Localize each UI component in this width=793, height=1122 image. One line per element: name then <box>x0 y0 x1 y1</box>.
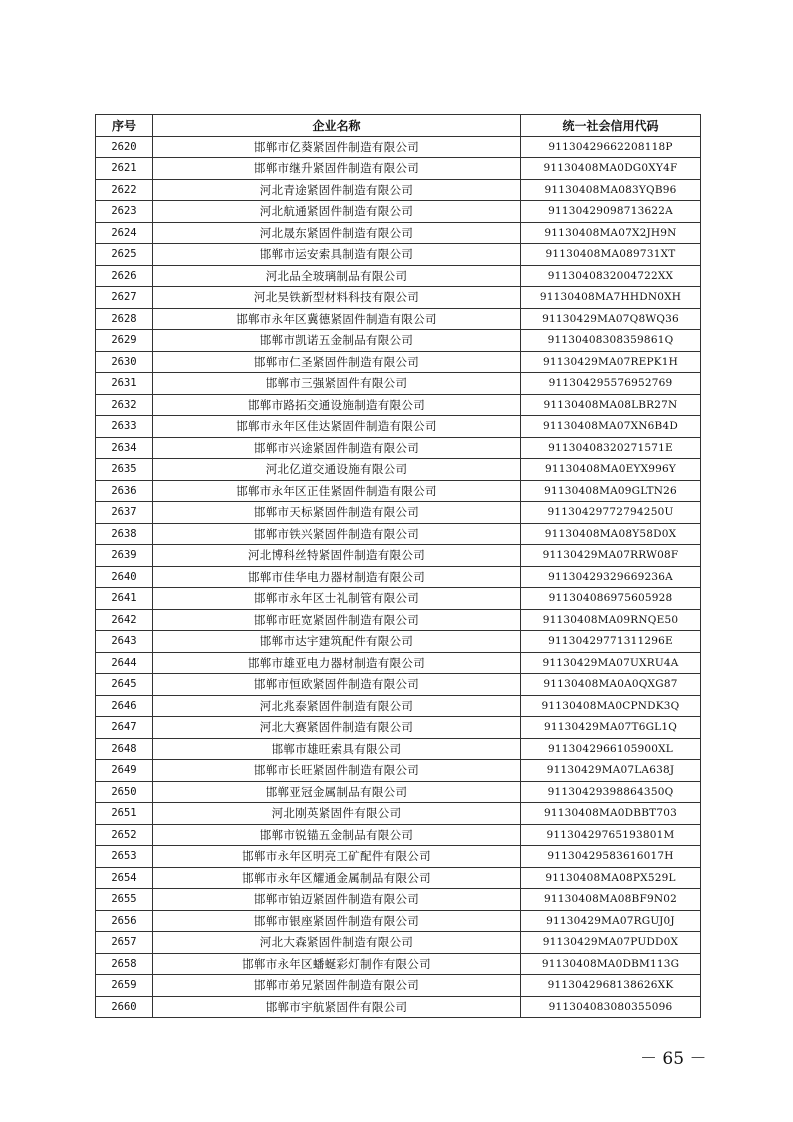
table-row <box>96 846 701 868</box>
row-seq: 2636 <box>96 480 153 502</box>
header-credit-code: 统一社会信用代码 <box>521 115 701 137</box>
row-seq: 2625 <box>96 244 153 266</box>
row-credit-code: 91130429MA07T6GL1Q <box>521 717 701 739</box>
table-row <box>96 867 701 889</box>
row-credit-code: 91130408MA08BF9N02 <box>521 889 701 911</box>
table-row <box>96 717 701 739</box>
table-row <box>96 179 701 201</box>
row-seq: 2642 <box>96 609 153 631</box>
row-credit-code: 91130408308359861Q <box>521 330 701 352</box>
row-seq: 2651 <box>96 803 153 825</box>
row-credit-code: 91130429772794250U <box>521 502 701 524</box>
table-row <box>96 545 701 567</box>
row-company-name: 邯郸市雄旺索具有限公司 <box>153 738 521 760</box>
row-seq: 2658 <box>96 953 153 975</box>
row-seq: 2650 <box>96 781 153 803</box>
row-credit-code: 9113040832004722XX <box>521 265 701 287</box>
table-row <box>96 201 701 223</box>
row-company-name: 邯郸市路拓交通设施制造有限公司 <box>153 394 521 416</box>
row-seq: 2634 <box>96 437 153 459</box>
table-row <box>96 674 701 696</box>
row-credit-code: 91130429662208118P <box>521 136 701 158</box>
table-row <box>96 437 701 459</box>
row-company-name: 邯郸市雄亚电力器材制造有限公司 <box>153 652 521 674</box>
row-seq: 2644 <box>96 652 153 674</box>
row-company-name: 邯郸市凯诺五金制品有限公司 <box>153 330 521 352</box>
row-credit-code: 91130429398864350Q <box>521 781 701 803</box>
table-header-row <box>96 115 701 137</box>
row-seq: 2655 <box>96 889 153 911</box>
table-row <box>96 781 701 803</box>
row-seq: 2637 <box>96 502 153 524</box>
row-credit-code: 91130408MA09RNQE50 <box>521 609 701 631</box>
row-company-name: 邯郸市达宇建筑配件有限公司 <box>153 631 521 653</box>
row-company-name: 邯郸市亿葵紧固件制造有限公司 <box>153 136 521 158</box>
row-credit-code: 91130429MA07LA638J <box>521 760 701 782</box>
table-row <box>96 394 701 416</box>
row-credit-code: 91130429MA07PUDD0X <box>521 932 701 954</box>
row-company-name: 河北品全玻璃制品有限公司 <box>153 265 521 287</box>
row-seq: 2629 <box>96 330 153 352</box>
header-seq: 序号 <box>96 115 153 137</box>
row-credit-code: 91130408MA07X2JH9N <box>521 222 701 244</box>
row-seq: 2632 <box>96 394 153 416</box>
row-credit-code: 91130408MA08LBR27N <box>521 394 701 416</box>
row-credit-code: 91130429771311296E <box>521 631 701 653</box>
row-company-name: 邯郸市三强紧固件有限公司 <box>153 373 521 395</box>
row-seq: 2631 <box>96 373 153 395</box>
row-company-name: 邯郸市弟兄紧固件制造有限公司 <box>153 975 521 997</box>
row-company-name: 邯郸市宇航紧固件有限公司 <box>153 996 521 1018</box>
table-row <box>96 803 701 825</box>
row-seq: 2649 <box>96 760 153 782</box>
row-company-name: 河北亿道交通设施有限公司 <box>153 459 521 481</box>
row-seq: 2643 <box>96 631 153 653</box>
row-seq: 2646 <box>96 695 153 717</box>
table-row <box>96 932 701 954</box>
row-seq: 2654 <box>96 867 153 889</box>
row-company-name: 邯郸市继升紧固件制造有限公司 <box>153 158 521 180</box>
row-company-name: 邯郸市兴途紧固件制造有限公司 <box>153 437 521 459</box>
row-company-name: 邯郸市永年区佳达紧固件制造有限公司 <box>153 416 521 438</box>
page-number: － 65 － <box>640 1049 707 1069</box>
row-seq: 2640 <box>96 566 153 588</box>
row-credit-code: 91130429MA07RRW08F <box>521 545 701 567</box>
row-credit-code: 91130408MA7HHDN0XH <box>521 287 701 309</box>
row-credit-code: 911304295576952769 <box>521 373 701 395</box>
row-company-name: 邯郸市永年区明亮工矿配件有限公司 <box>153 846 521 868</box>
table-row <box>96 523 701 545</box>
table-row <box>96 416 701 438</box>
row-company-name: 河北大森紧固件制造有限公司 <box>153 932 521 954</box>
table-row <box>96 609 701 631</box>
row-seq: 2621 <box>96 158 153 180</box>
table-row <box>96 588 701 610</box>
row-credit-code: 91130408MA07XN6B4D <box>521 416 701 438</box>
row-seq: 2628 <box>96 308 153 330</box>
row-company-name: 邯郸市仁圣紧固件制造有限公司 <box>153 351 521 373</box>
row-company-name: 邯郸市旺宽紧固件制造有限公司 <box>153 609 521 631</box>
row-credit-code: 91130408MA0EYX996Y <box>521 459 701 481</box>
row-company-name: 河北航通紧固件制造有限公司 <box>153 201 521 223</box>
row-company-name: 河北刚英紧固件有限公司 <box>153 803 521 825</box>
row-seq: 2624 <box>96 222 153 244</box>
row-company-name: 邯郸市永年区蟠蜒彩灯制作有限公司 <box>153 953 521 975</box>
row-seq: 2630 <box>96 351 153 373</box>
table-row <box>96 889 701 911</box>
row-seq: 2635 <box>96 459 153 481</box>
table-row <box>96 287 701 309</box>
row-seq: 2656 <box>96 910 153 932</box>
row-credit-code: 9113042966105900XL <box>521 738 701 760</box>
row-credit-code: 91130429MA07RGUJ0J <box>521 910 701 932</box>
row-company-name: 河北青途紧固件制造有限公司 <box>153 179 521 201</box>
row-seq: 2620 <box>96 136 153 158</box>
row-seq: 2653 <box>96 846 153 868</box>
table-row <box>96 158 701 180</box>
table-row <box>96 308 701 330</box>
row-seq: 2647 <box>96 717 153 739</box>
row-credit-code: 91130408MA0CPNDK3Q <box>521 695 701 717</box>
table-row <box>96 222 701 244</box>
row-seq: 2623 <box>96 201 153 223</box>
row-company-name: 邯郸市锐锚五金制品有限公司 <box>153 824 521 846</box>
row-company-name: 邯郸市运安索具制造有限公司 <box>153 244 521 266</box>
row-credit-code: 91130408320271571E <box>521 437 701 459</box>
row-seq: 2633 <box>96 416 153 438</box>
row-credit-code: 91130408MA08PX529L <box>521 867 701 889</box>
row-company-name: 邯郸市永年区冀德紧固件制造有限公司 <box>153 308 521 330</box>
table-row <box>96 136 701 158</box>
row-seq: 2652 <box>96 824 153 846</box>
row-seq: 2645 <box>96 674 153 696</box>
row-company-name: 河北昊铁新型材料科技有限公司 <box>153 287 521 309</box>
row-credit-code: 91130408MA0DBM113G <box>521 953 701 975</box>
row-credit-code: 91130429MA07REPK1H <box>521 351 701 373</box>
row-seq: 2638 <box>96 523 153 545</box>
row-credit-code: 911304086975605928 <box>521 588 701 610</box>
table-row <box>96 502 701 524</box>
row-seq: 2641 <box>96 588 153 610</box>
row-company-name: 邯郸市银座紧固件制造有限公司 <box>153 910 521 932</box>
row-credit-code: 91130408MA08Y58D0X <box>521 523 701 545</box>
row-credit-code: 91130408MA083YQB96 <box>521 179 701 201</box>
row-company-name: 邯郸市永年区士礼制管有限公司 <box>153 588 521 610</box>
row-company-name: 邯郸市永年区正佳紧固件制造有限公司 <box>153 480 521 502</box>
table-row <box>96 265 701 287</box>
row-company-name: 邯郸市天标紧固件制造有限公司 <box>153 502 521 524</box>
row-seq: 2639 <box>96 545 153 567</box>
row-credit-code: 91130429MA07UXRU4A <box>521 652 701 674</box>
row-seq: 2648 <box>96 738 153 760</box>
row-company-name: 邯郸市铂迈紧固件制造有限公司 <box>153 889 521 911</box>
row-credit-code: 91130408MA0DG0XY4F <box>521 158 701 180</box>
row-credit-code: 91130408MA0A0QXG87 <box>521 674 701 696</box>
table-row <box>96 910 701 932</box>
row-company-name: 邯郸市长旺紧固件制造有限公司 <box>153 760 521 782</box>
row-company-name: 河北兆泰紧固件制造有限公司 <box>153 695 521 717</box>
header-company-name: 企业名称 <box>153 115 521 137</box>
row-credit-code: 91130429098713622A <box>521 201 701 223</box>
table-row <box>96 480 701 502</box>
table-row <box>96 953 701 975</box>
row-credit-code: 91130408MA09GLTN26 <box>521 480 701 502</box>
row-seq: 2626 <box>96 265 153 287</box>
row-credit-code: 9113042968138626XK <box>521 975 701 997</box>
table-row <box>96 351 701 373</box>
table-row <box>96 975 701 997</box>
table-row <box>96 652 701 674</box>
row-company-name: 邯郸市恒欧紧固件制造有限公司 <box>153 674 521 696</box>
row-company-name: 河北大赛紧固件制造有限公司 <box>153 717 521 739</box>
company-list-table <box>95 114 701 1018</box>
row-credit-code: 91130408MA089731XT <box>521 244 701 266</box>
table-row <box>96 824 701 846</box>
row-credit-code: 911304083080355096 <box>521 996 701 1018</box>
table-row <box>96 996 701 1018</box>
table-row <box>96 373 701 395</box>
row-credit-code: 91130408MA0DBBT703 <box>521 803 701 825</box>
table-row <box>96 566 701 588</box>
table-row <box>96 631 701 653</box>
row-seq: 2659 <box>96 975 153 997</box>
row-company-name: 邯郸市铁兴紧固件制造有限公司 <box>153 523 521 545</box>
table-row <box>96 459 701 481</box>
table-row <box>96 738 701 760</box>
row-company-name: 邯郸市永年区耀通金属制品有限公司 <box>153 867 521 889</box>
row-credit-code: 91130429765193801M <box>521 824 701 846</box>
row-credit-code: 91130429583616017H <box>521 846 701 868</box>
row-seq: 2627 <box>96 287 153 309</box>
row-company-name: 邯郸亚冠金属制品有限公司 <box>153 781 521 803</box>
row-credit-code: 91130429329669236A <box>521 566 701 588</box>
table-row <box>96 760 701 782</box>
row-credit-code: 91130429MA07Q8WQ36 <box>521 308 701 330</box>
row-seq: 2622 <box>96 179 153 201</box>
row-seq: 2660 <box>96 996 153 1018</box>
table-row <box>96 695 701 717</box>
row-company-name: 河北博科丝特紧固件制造有限公司 <box>153 545 521 567</box>
table-row <box>96 330 701 352</box>
row-seq: 2657 <box>96 932 153 954</box>
row-company-name: 河北晟东紧固件制造有限公司 <box>153 222 521 244</box>
row-company-name: 邯郸市佳华电力器材制造有限公司 <box>153 566 521 588</box>
table-row <box>96 244 701 266</box>
